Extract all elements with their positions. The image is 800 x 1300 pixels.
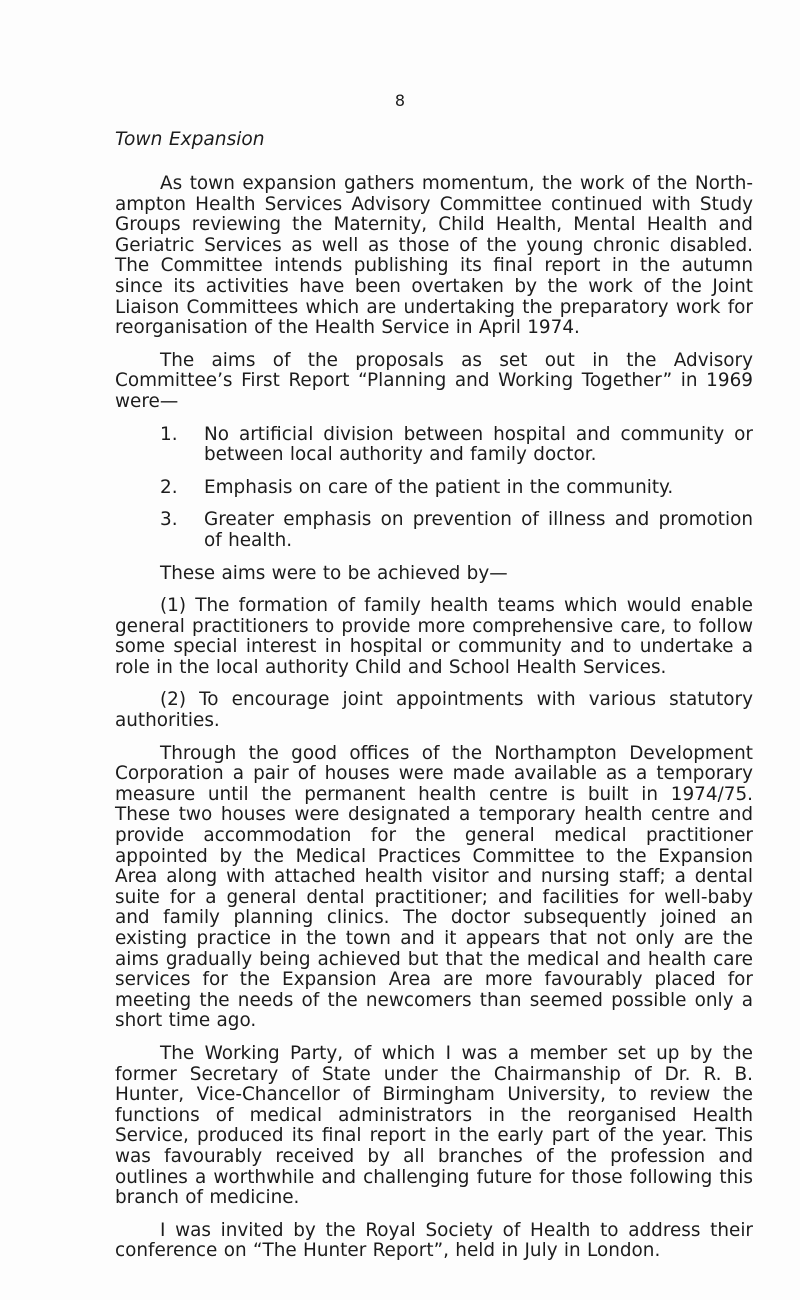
paragraph-town-expansion: As town expansion gathers momentum, the work of the Northampton Health Services Advisory Committee continued with Study Groups reviewing the Maternity, Child Health, Mental Health and Geriatric Services as well as those of the young chronic disabled. The Committee intends publishing its final report in the autumn since its activities have been overtaken by the work of the Joint Liaison Committees which are undertaking the preparatory work for reorganisation of the Health Service in April 1974. (115, 173, 753, 339)
list-item-text: Greater emphasis on prevention of illness and promotion of health. (204, 509, 753, 551)
paragraph-aims-intro: The aims of the proposals as set out in the Advisory Committee’s First Report “Planning and Working Together” in 1969 were— (115, 349, 753, 412)
list-item-number: 3. (160, 509, 178, 531)
aims-list (115, 425, 753, 552)
list-item (115, 478, 753, 499)
list-item (115, 425, 753, 466)
section-title: Town Expansion (115, 129, 265, 150)
paragraph-health-centre: Through the good offices of the Northampton Development Corporation a pair of houses were made available as a temporary measure until the permanent health centre is built in 1974/75. These two houses were designated a temporary health centre and provide accommodation for the general medical practitioner appointed by the Medical Practices Committee to the Expansion Area along with attached health visitor and nursing staff; a dental suite for a general dental practitioner; and facilities for well-baby and family planning clinics. The doctor subsequently joined an existing practice in the town and it appears that not only are the aims gradually being achieved but that the medical and health care services for the Expansion Area are more favourably placed for meeting the needs of the newcomers than seemed possible only a short time ago. (115, 742, 753, 1032)
paragraph-royal-society: I was invited by the Royal Society of Health to address their conference on “The Hunter Report”, held in July in London. (115, 1219, 753, 1262)
list-item-text: No artificial division between hospital and community or between local authority and family doctor. (204, 423, 753, 466)
paragraph-working-party: The Working Party, of which I was a member set up by the former Secretary of State under the Chairmanship of Dr. R. B. Hunter, Vice-Chancellor of Birmingham University, to review the functions of medical administrators in the reorganised Health Service, produced its final report in the early part of the year. This was favourably received by all branches of the profession and outlines a worthwhile and challenging future for those following this branch of medicine. (115, 1042, 753, 1209)
list-item-number: 2. (160, 476, 178, 498)
list-item (115, 510, 753, 551)
paragraph-aims-achieved: These aims were to be achieved by— (160, 562, 508, 584)
paragraph-joint-appointments: (2) To encourage joint appointments with various statutory authorities. (115, 689, 753, 732)
list-item-text: Emphasis on care of the patient in the community. (204, 476, 674, 498)
page-number: 8 (394, 91, 406, 110)
document-body (115, 129, 753, 1274)
paragraph-family-health-teams: (1) The formation of family health teams which would enable general practitioners to provide more comprehensive care, to follow some special interest in hospital or community and to undertake a role in the local authority Child and School Health Services. (115, 595, 753, 678)
list-item-number: 1. (160, 423, 178, 445)
